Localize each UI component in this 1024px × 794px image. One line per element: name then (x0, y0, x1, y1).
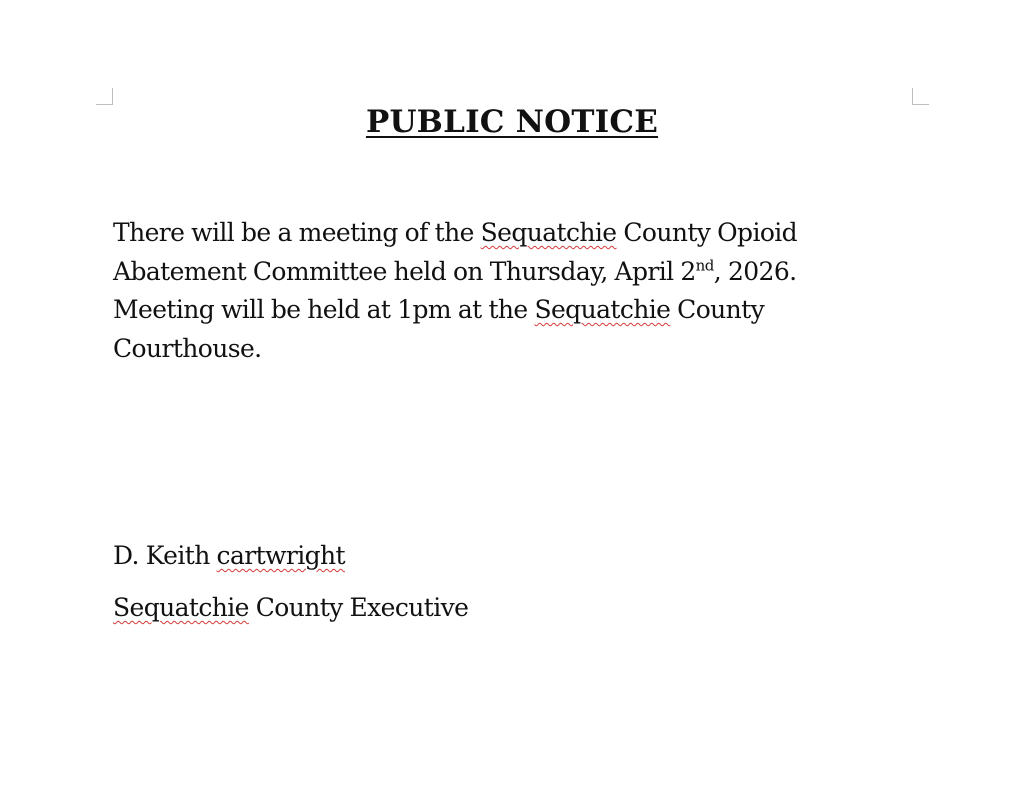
signature-title (113, 589, 468, 627)
notice-body (113, 214, 873, 368)
margin-corner-top-left (96, 88, 113, 105)
ordinal-suffix: nd (695, 256, 714, 275)
misspelled-word-sequatchie[interactable]: Sequatchie (113, 593, 249, 622)
body-text-part1: There will be a meeting of the (113, 218, 481, 247)
misspelled-word-sequatchie[interactable]: Sequatchie (534, 295, 671, 324)
margin-corner-top-right (912, 88, 929, 105)
notice-paragraph (113, 214, 873, 368)
body-text-part2: County Opioid Abatement Committee held on Thursday, April 2 (113, 218, 798, 286)
misspelled-word-sequatchie[interactable]: Sequatchie (480, 218, 617, 247)
misspelled-word-cartwright[interactable]: cartwright (216, 541, 345, 570)
page-title: PUBLIC NOTICE (365, 104, 659, 140)
body-text-part3: , 2026. Meeting will be held at 1pm at the (113, 256, 797, 324)
signature-title-rest: County Executive (248, 593, 469, 622)
signature-name-first: D. Keith (113, 541, 217, 570)
signature-name (113, 537, 345, 575)
body-text-part4: County Courthouse. (113, 295, 765, 363)
